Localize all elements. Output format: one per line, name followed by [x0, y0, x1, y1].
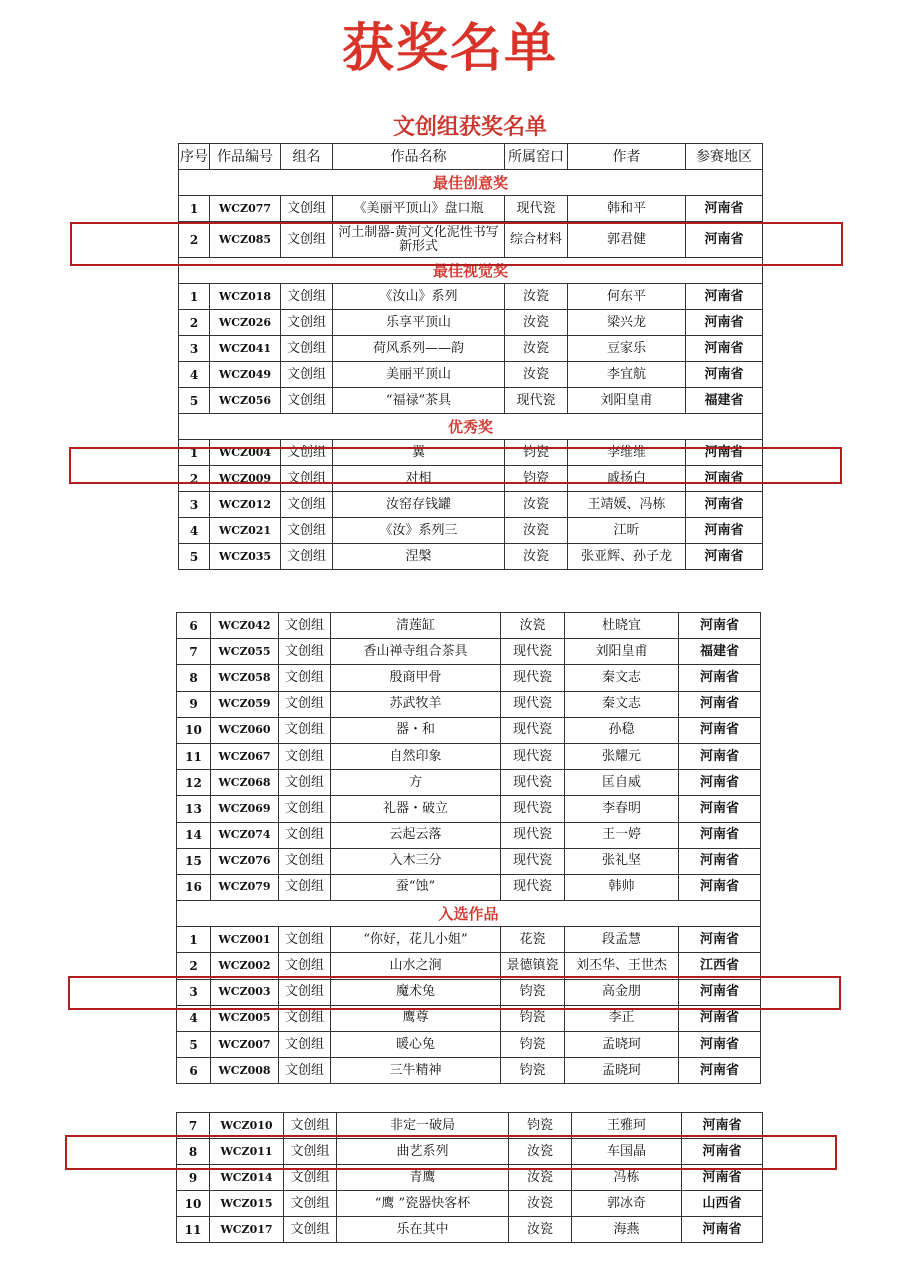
work-title-cell: 曲艺系列: [337, 1139, 509, 1165]
group-cell: 文创组: [279, 822, 331, 848]
code-cell: WCZ042: [211, 613, 279, 639]
table-row: [177, 613, 761, 639]
group-cell: 文创组: [279, 1032, 331, 1058]
code-cell: WCZ011: [210, 1139, 284, 1165]
seq-cell: 5: [179, 544, 210, 570]
work-title-cell: 自然印象: [331, 743, 501, 769]
code-cell: WCZ076: [211, 848, 279, 874]
page-title: 获奖名单: [341, 19, 558, 79]
region-cell: 福建省: [679, 639, 761, 665]
region-cell: 河南省: [679, 1032, 761, 1058]
kiln-cell: 汝瓷: [505, 544, 568, 570]
kiln-cell: 钧瓷: [509, 1113, 572, 1139]
table-row: [177, 665, 761, 691]
code-cell: WCZ026: [210, 310, 281, 336]
code-cell: WCZ077: [210, 196, 281, 222]
region-cell: 河南省: [686, 518, 763, 544]
region-cell: 河南省: [679, 665, 761, 691]
highlight-box-wcz011: [65, 1135, 837, 1170]
seq-cell: 15: [177, 848, 211, 874]
region-cell: 河南省: [679, 848, 761, 874]
author-cell: 江昕: [568, 518, 686, 544]
work-title-cell: 荷风系列——韵: [333, 336, 505, 362]
region-cell: 河南省: [682, 1113, 763, 1139]
category-row: [177, 901, 761, 927]
seq-cell: 6: [177, 613, 211, 639]
work-title-cell: 鹰尊: [331, 1005, 501, 1031]
work-title-cell: 方: [331, 770, 501, 796]
group-cell: 文创组: [284, 1165, 337, 1191]
table-row: [179, 284, 763, 310]
table-title: 文创组获奖名单: [392, 114, 547, 140]
group-cell: 文创组: [279, 1005, 331, 1031]
work-title-cell: 汝窑存钱罐: [333, 492, 505, 518]
seq-cell: 9: [177, 1165, 210, 1191]
code-cell: WCZ060: [211, 717, 279, 743]
category-title: 最佳创意奖: [179, 170, 763, 196]
group-cell: 文创组: [281, 362, 333, 388]
seq-cell: 1: [179, 440, 210, 466]
region-cell: 河南省: [679, 1005, 761, 1031]
kiln-cell: 汝瓷: [505, 362, 568, 388]
code-cell: WCZ079: [211, 874, 279, 900]
code-cell: WCZ009: [210, 466, 281, 492]
author-cell: 王雅珂: [572, 1113, 682, 1139]
kiln-cell: 汝瓷: [505, 310, 568, 336]
kiln-cell: 汝瓷: [505, 284, 568, 310]
work-title-cell: 清莲缸: [331, 613, 501, 639]
group-cell: 文创组: [281, 196, 333, 222]
table-row: [179, 196, 763, 222]
work-title-cell: 《汝》系列三: [333, 518, 505, 544]
author-cell: 杜晓宜: [565, 613, 679, 639]
author-cell: 秦文志: [565, 665, 679, 691]
seq-cell: 11: [177, 743, 211, 769]
highlight-box-wcz003: [68, 976, 841, 1010]
region-cell: 河南省: [679, 796, 761, 822]
work-title-cell: 香山禅寺组合茶具: [331, 639, 501, 665]
kiln-cell: 现代瓷: [501, 770, 565, 796]
region-cell: 河南省: [686, 336, 763, 362]
code-cell: WCZ008: [211, 1058, 279, 1084]
work-title-cell: 翼: [333, 440, 505, 466]
header-kiln: 所属窑口: [505, 144, 568, 170]
table-row: [177, 770, 761, 796]
seq-cell: 5: [179, 388, 210, 414]
region-cell: 河南省: [679, 743, 761, 769]
kiln-cell: 钧瓷: [505, 466, 568, 492]
group-cell: 文创组: [279, 665, 331, 691]
work-title-cell: 入木三分: [331, 848, 501, 874]
code-cell: WCZ085: [210, 222, 281, 258]
region-cell: 山西省: [682, 1191, 763, 1217]
header-seq: 序号: [179, 144, 210, 170]
region-cell: 河南省: [679, 770, 761, 796]
group-cell: 文创组: [281, 284, 333, 310]
code-cell: WCZ014: [210, 1165, 284, 1191]
code-cell: WCZ068: [211, 770, 279, 796]
kiln-cell: 汝瓷: [505, 518, 568, 544]
region-cell: 河南省: [679, 822, 761, 848]
kiln-cell: 汝瓷: [505, 336, 568, 362]
kiln-cell: 汝瓷: [509, 1217, 572, 1243]
author-cell: 郭君健: [568, 222, 686, 258]
category-row: [179, 170, 763, 196]
seq-cell: 16: [177, 874, 211, 900]
author-cell: 李维维: [568, 440, 686, 466]
kiln-cell: 现代瓷: [501, 717, 565, 743]
code-cell: WCZ049: [210, 362, 281, 388]
table-row: [177, 796, 761, 822]
code-cell: WCZ056: [210, 388, 281, 414]
group-cell: 文创组: [284, 1191, 337, 1217]
work-title-cell: 蚕“蚀”: [331, 874, 501, 900]
author-cell: 海燕: [572, 1217, 682, 1243]
kiln-cell: 花瓷: [501, 927, 565, 953]
region-cell: 河南省: [686, 222, 763, 258]
code-cell: WCZ005: [211, 1005, 279, 1031]
kiln-cell: 汝瓷: [501, 613, 565, 639]
region-cell: 河南省: [679, 874, 761, 900]
table-row: [177, 848, 761, 874]
work-title-cell: 苏武牧羊: [331, 691, 501, 717]
region-cell: 河南省: [686, 492, 763, 518]
table-row: [179, 518, 763, 544]
author-cell: 刘阳皇甫: [568, 388, 686, 414]
group-cell: 文创组: [279, 927, 331, 953]
author-cell: 王靖媛、冯栋: [568, 492, 686, 518]
kiln-cell: 现代瓷: [501, 743, 565, 769]
author-cell: 戚扬白: [568, 466, 686, 492]
table-row: [177, 717, 761, 743]
header-group: 组名: [281, 144, 333, 170]
kiln-cell: 汝瓷: [509, 1165, 572, 1191]
award-table-3: [176, 1112, 763, 1243]
seq-cell: 2: [179, 466, 210, 492]
author-cell: 匡自威: [565, 770, 679, 796]
table-body: [177, 1113, 763, 1243]
table-row: [177, 822, 761, 848]
table-row: [179, 310, 763, 336]
header-row: [179, 144, 763, 170]
group-cell: 文创组: [279, 743, 331, 769]
table-row: [177, 927, 761, 953]
kiln-cell: 综合材料: [505, 222, 568, 258]
code-cell: WCZ017: [210, 1217, 284, 1243]
region-cell: 河南省: [679, 979, 761, 1005]
table-row: [179, 362, 763, 388]
code-cell: WCZ035: [210, 544, 281, 570]
code-cell: WCZ015: [210, 1191, 284, 1217]
group-cell: 文创组: [279, 874, 331, 900]
kiln-cell: 现代瓷: [501, 848, 565, 874]
highlight-box-wcz004: [69, 447, 842, 484]
work-title-cell: 乐在其中: [337, 1217, 509, 1243]
group-cell: 文创组: [284, 1139, 337, 1165]
author-cell: 张礼坚: [565, 848, 679, 874]
work-title-cell: 暖心兔: [331, 1032, 501, 1058]
work-title-cell: 山水之涧: [331, 953, 501, 979]
author-cell: 孟晓珂: [565, 1032, 679, 1058]
region-cell: 河南省: [682, 1139, 763, 1165]
group-cell: 文创组: [279, 979, 331, 1005]
author-cell: 刘丕华、王世杰: [565, 953, 679, 979]
author-cell: 韩和平: [568, 196, 686, 222]
work-title-cell: 对相: [333, 466, 505, 492]
seq-cell: 8: [177, 1139, 210, 1165]
category-row: [179, 414, 763, 440]
code-cell: WCZ003: [211, 979, 279, 1005]
author-cell: 孟晓珂: [565, 1058, 679, 1084]
category-title: 入选作品: [177, 901, 761, 927]
highlight-box-wcz085: [70, 222, 843, 266]
region-cell: 河南省: [682, 1217, 763, 1243]
code-cell: WCZ067: [211, 743, 279, 769]
code-cell: WCZ018: [210, 284, 281, 310]
kiln-cell: 汝瓷: [505, 492, 568, 518]
header-code: 作品编号: [210, 144, 281, 170]
group-cell: 文创组: [281, 310, 333, 336]
category-title: 最佳视觉奖: [179, 258, 763, 284]
group-cell: 文创组: [284, 1113, 337, 1139]
region-cell: 河南省: [679, 1058, 761, 1084]
author-cell: 梁兴龙: [568, 310, 686, 336]
kiln-cell: 现代瓷: [505, 196, 568, 222]
region-cell: 河南省: [686, 284, 763, 310]
group-cell: 文创组: [281, 388, 333, 414]
author-cell: 张耀元: [565, 743, 679, 769]
award-table-1: [178, 143, 763, 570]
code-cell: WCZ002: [211, 953, 279, 979]
region-cell: 河南省: [686, 440, 763, 466]
group-cell: 文创组: [281, 440, 333, 466]
work-title-cell: 器・和: [331, 717, 501, 743]
seq-cell: 7: [177, 639, 211, 665]
code-cell: WCZ069: [211, 796, 279, 822]
author-cell: 韩帅: [565, 874, 679, 900]
seq-cell: 3: [179, 492, 210, 518]
kiln-cell: 汝瓷: [509, 1139, 572, 1165]
author-cell: 段孟慧: [565, 927, 679, 953]
region-cell: 河南省: [686, 466, 763, 492]
table-row: [177, 639, 761, 665]
group-cell: 文创组: [281, 466, 333, 492]
work-title-cell: 河土制器-黄河文化泥性书写新形式: [333, 222, 505, 258]
kiln-cell: 现代瓷: [501, 796, 565, 822]
work-title-cell: 乐享平顶山: [333, 310, 505, 336]
author-cell: 郭冰奇: [572, 1191, 682, 1217]
table-row: [179, 388, 763, 414]
group-cell: 文创组: [281, 222, 333, 258]
code-cell: WCZ055: [211, 639, 279, 665]
seq-cell: 3: [177, 979, 211, 1005]
table-row: [179, 336, 763, 362]
region-cell: 河南省: [686, 310, 763, 336]
region-cell: 河南省: [679, 691, 761, 717]
kiln-cell: 汝瓷: [509, 1191, 572, 1217]
group-cell: 文创组: [279, 848, 331, 874]
work-title-cell: 云起云落: [331, 822, 501, 848]
work-title-cell: 《美丽平顶山》盘口瓶: [333, 196, 505, 222]
table-row: [177, 1058, 761, 1084]
seq-cell: 2: [177, 953, 211, 979]
seq-cell: 5: [177, 1032, 211, 1058]
work-title-cell: “鹰 ”瓷器快客杯: [337, 1191, 509, 1217]
author-cell: 孙稳: [565, 717, 679, 743]
seq-cell: 8: [177, 665, 211, 691]
author-cell: 刘阳皇甫: [565, 639, 679, 665]
seq-cell: 7: [177, 1113, 210, 1139]
table-row: [179, 544, 763, 570]
author-cell: 豆家乐: [568, 336, 686, 362]
work-title-cell: 非定一破局: [337, 1113, 509, 1139]
region-cell: 河南省: [686, 362, 763, 388]
award-table-2: [176, 612, 761, 1084]
work-title-cell: 殷商甲骨: [331, 665, 501, 691]
code-cell: WCZ007: [211, 1032, 279, 1058]
seq-cell: 6: [177, 1058, 211, 1084]
kiln-cell: 现代瓷: [501, 665, 565, 691]
seq-cell: 9: [177, 691, 211, 717]
group-cell: 文创组: [279, 613, 331, 639]
region-cell: 河南省: [679, 717, 761, 743]
seq-cell: 4: [177, 1005, 211, 1031]
kiln-cell: 钧瓷: [505, 440, 568, 466]
seq-cell: 2: [179, 310, 210, 336]
work-title-cell: 涅槃: [333, 544, 505, 570]
code-cell: WCZ010: [210, 1113, 284, 1139]
author-cell: 张亚辉、孙子龙: [568, 544, 686, 570]
header-region: 参赛地区: [686, 144, 763, 170]
group-cell: 文创组: [279, 953, 331, 979]
header-work: 作品名称: [333, 144, 505, 170]
group-cell: 文创组: [281, 518, 333, 544]
table-body: [177, 613, 761, 1084]
kiln-cell: 钧瓷: [501, 1005, 565, 1031]
author-cell: 李宜航: [568, 362, 686, 388]
work-title-cell: “福禄”茶具: [333, 388, 505, 414]
author-cell: 李春明: [565, 796, 679, 822]
group-cell: 文创组: [279, 796, 331, 822]
table-row: [177, 874, 761, 900]
region-cell: 河南省: [679, 927, 761, 953]
region-cell: 福建省: [686, 388, 763, 414]
seq-cell: 4: [179, 518, 210, 544]
table-row: [177, 1032, 761, 1058]
code-cell: WCZ021: [210, 518, 281, 544]
group-cell: 文创组: [279, 639, 331, 665]
table-row: [179, 492, 763, 518]
group-cell: 文创组: [279, 717, 331, 743]
kiln-cell: 现代瓷: [501, 639, 565, 665]
table-row: [177, 1217, 763, 1243]
table-row: [177, 691, 761, 717]
work-title-cell: 魔术兔: [331, 979, 501, 1005]
seq-cell: 14: [177, 822, 211, 848]
header-author: 作者: [568, 144, 686, 170]
author-cell: 秦文志: [565, 691, 679, 717]
work-title-cell: 礼器・破立: [331, 796, 501, 822]
seq-cell: 12: [177, 770, 211, 796]
kiln-cell: 钧瓷: [501, 1058, 565, 1084]
seq-cell: 10: [177, 717, 211, 743]
work-title-cell: 青鹰: [337, 1165, 509, 1191]
kiln-cell: 现代瓷: [501, 691, 565, 717]
region-cell: 河南省: [686, 196, 763, 222]
author-cell: 何东平: [568, 284, 686, 310]
group-cell: 文创组: [284, 1217, 337, 1243]
region-cell: 河南省: [679, 613, 761, 639]
work-title-cell: 《汝山》系列: [333, 284, 505, 310]
region-cell: 河南省: [682, 1165, 763, 1191]
group-cell: 文创组: [281, 544, 333, 570]
table-row: [177, 743, 761, 769]
author-cell: 高金朋: [565, 979, 679, 1005]
region-cell: 江西省: [679, 953, 761, 979]
kiln-cell: 现代瓷: [501, 874, 565, 900]
author-cell: 冯栋: [572, 1165, 682, 1191]
kiln-cell: 景德镇瓷: [501, 953, 565, 979]
seq-cell: 4: [179, 362, 210, 388]
code-cell: WCZ001: [211, 927, 279, 953]
group-cell: 文创组: [279, 691, 331, 717]
seq-cell: 11: [177, 1217, 210, 1243]
kiln-cell: 现代瓷: [505, 388, 568, 414]
work-title-cell: “你好，花儿小姐”: [331, 927, 501, 953]
seq-cell: 2: [179, 222, 210, 258]
author-cell: 车国晶: [572, 1139, 682, 1165]
group-cell: 文创组: [281, 336, 333, 362]
table-row: [177, 1191, 763, 1217]
seq-cell: 10: [177, 1191, 210, 1217]
author-cell: 李正: [565, 1005, 679, 1031]
seq-cell: 1: [177, 927, 211, 953]
work-title-cell: 美丽平顶山: [333, 362, 505, 388]
category-title: 优秀奖: [179, 414, 763, 440]
kiln-cell: 钧瓷: [501, 1032, 565, 1058]
code-cell: WCZ059: [211, 691, 279, 717]
seq-cell: 1: [179, 196, 210, 222]
code-cell: WCZ058: [211, 665, 279, 691]
group-cell: 文创组: [279, 770, 331, 796]
seq-cell: 3: [179, 336, 210, 362]
work-title-cell: 三牛精神: [331, 1058, 501, 1084]
author-cell: 王一婷: [565, 822, 679, 848]
kiln-cell: 钧瓷: [501, 979, 565, 1005]
group-cell: 文创组: [279, 1058, 331, 1084]
code-cell: WCZ074: [211, 822, 279, 848]
code-cell: WCZ012: [210, 492, 281, 518]
code-cell: WCZ004: [210, 440, 281, 466]
code-cell: WCZ041: [210, 336, 281, 362]
seq-cell: 13: [177, 796, 211, 822]
kiln-cell: 现代瓷: [501, 822, 565, 848]
group-cell: 文创组: [281, 492, 333, 518]
seq-cell: 1: [179, 284, 210, 310]
region-cell: 河南省: [686, 544, 763, 570]
